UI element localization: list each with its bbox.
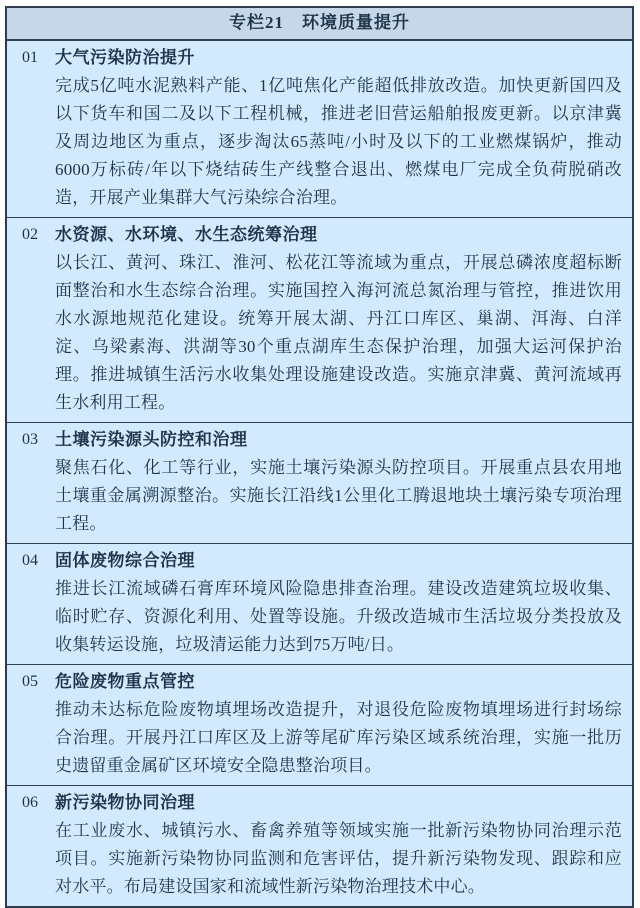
section-number: 03 [22,431,38,448]
section-hazardous-waste [7,664,632,785]
section-number: 05 [22,673,38,690]
section-solid-waste [7,543,632,664]
section-heading: 水资源、水环境、水生态统筹治理 [55,225,318,244]
section-header [22,44,622,72]
section-header [22,426,622,454]
section-header [22,668,622,696]
section-water [7,217,632,422]
section-body: 完成5亿吨水泥熟料产能、1亿吨焦化产能超低排放改造。加快更新国四及以下货车和国二及以下工程机械，推进老旧营运船舶报废更新。以京津冀及周边地区为重点，逐步淘汰65蒸吨/小时及以下的工业燃煤锅炉，推动6000万标砖/年以下烧结砖生产线整合退出、燃煤电厂完成全负荷脱硝改造，开展产业集群大气污染综合治理。 [55,76,622,207]
section-number: 02 [22,226,38,243]
section-air-pollution [7,41,632,217]
section-soil [7,422,632,543]
section-body: 聚焦石化、化工等行业，实施土壤污染源头防控项目。开展重点县农用地土壤重金属溯源整治。实施长江沿线1公里化工腾退地块土壤污染专项治理工程。 [55,458,622,533]
section-new-pollutants [7,785,632,906]
section-number: 01 [22,49,38,66]
section-body: 以长江、黄河、珠江、淮河、松花江等流域为重点，开展总磷浓度超标断面整治和水生态综合治理。实施国控入海河流总氮治理与管控，推进饮用水水源地规范化建设。统筹开展太湖、丹江口库区、巢湖、洱海、白洋淀、乌梁素海、洪湖等30个重点湖库生态保护治理，加强大运河保护治理。推进城镇生活污水收集处理设施建设改造。实施京津冀、黄河流域再生水利用工程。 [55,253,622,412]
section-header [22,547,622,575]
section-number: 06 [22,794,38,811]
column-box [5,6,634,908]
section-body: 在工业废水、城镇污水、畜禽养殖等领域实施一批新污染物协同治理示范项目。实施新污染物协同监测和危害评估，提升新污染物发现、跟踪和应对水平。布局建设国家和流域性新污染物治理技术中心。 [55,821,622,896]
section-heading: 固体废物综合治理 [55,551,195,570]
section-header [22,789,622,817]
section-heading: 大气污染防治提升 [55,48,195,67]
section-heading: 土壤污染源头防控和治理 [55,430,248,449]
section-header [22,221,622,249]
column-title: 专栏21 环境质量提升 [7,8,632,41]
section-number: 04 [22,552,38,569]
section-body: 推进长江流域磷石膏库环境风险隐患排查治理。建设改造建筑垃圾收集、临时贮存、资源化利用、处置等设施。升级改造城市生活垃圾分类投放及收集转运设施，垃圾清运能力达到75万吨/日。 [55,579,622,654]
section-heading: 危险废物重点管控 [55,672,195,691]
section-heading: 新污染物协同治理 [55,793,195,812]
section-body: 推动未达标危险废物填埋场改造提升，对退役危险废物填埋场进行封场综合治理。开展丹江口库区及上游等尾矿库污染区域系统治理，实施一批历史遗留重金属矿区环境安全隐患整治项目。 [55,700,622,775]
column-body [7,41,632,906]
